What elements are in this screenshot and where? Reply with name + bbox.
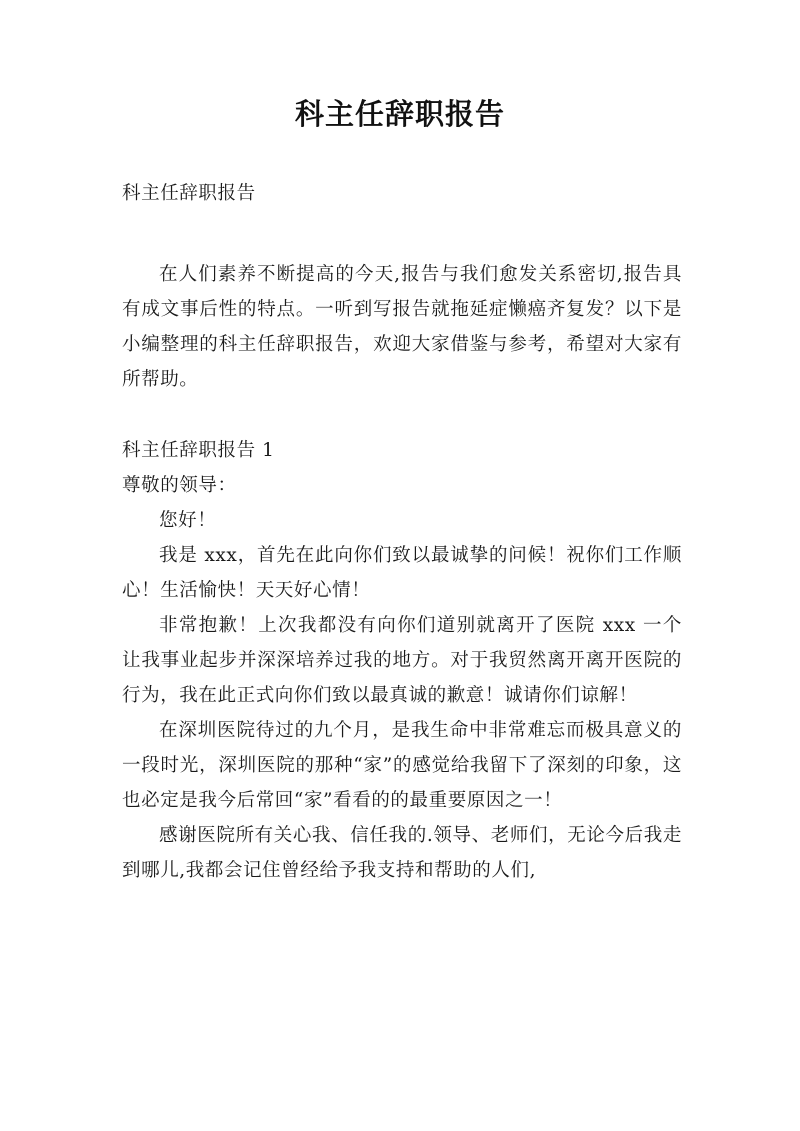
body-paragraph-1: 我是 xxx，首先在此向你们致以最诚挚的问候！祝你们工作顺心！生活愉快！天天好心情！ [122, 545, 682, 601]
salutation: 尊敬的领导： [122, 475, 237, 496]
greeting: 您好！ [159, 510, 217, 531]
report-subtitle: 科主任辞职报告 1 [122, 440, 275, 461]
document-title: 科主任辞职报告 [294, 97, 505, 131]
intro-paragraph: 在人们素养不断提高的今天,报告与我们愈发关系密切,报告具有成文事后性的特点。一听到写报告就拖延症懒癌齐复发？以下是小编整理的科主任辞职报告，欢迎大家借鉴与参考，希望对大家有所帮助。 [122, 264, 682, 390]
document-body [122, 176, 682, 888]
body-paragraph-4: 感谢医院所有关心我、信任我的.领导、老师们，无论今后我走到哪儿,我都会记住曾经给予我支持和帮助的人们, [122, 825, 682, 881]
section-heading: 科主任辞职报告 [122, 183, 256, 204]
body-paragraph-2: 非常抱歉！上次我都没有向你们道别就离开了医院 xxx 一个让我事业起步并深深培养过我的地方。对于我贸然离开离开医院的行为，我在此正式向你们致以最真诚的歉意！诚请你们谅解！ [122, 615, 682, 706]
body-paragraph-3: 在深圳医院待过的九个月，是我生命中非常难忘而极具意义的一段时光，深圳医院的那种“家”的感觉给我留下了深刻的印象，这也必定是我今后常回“家”看看的的最重要原因之一！ [122, 720, 682, 811]
